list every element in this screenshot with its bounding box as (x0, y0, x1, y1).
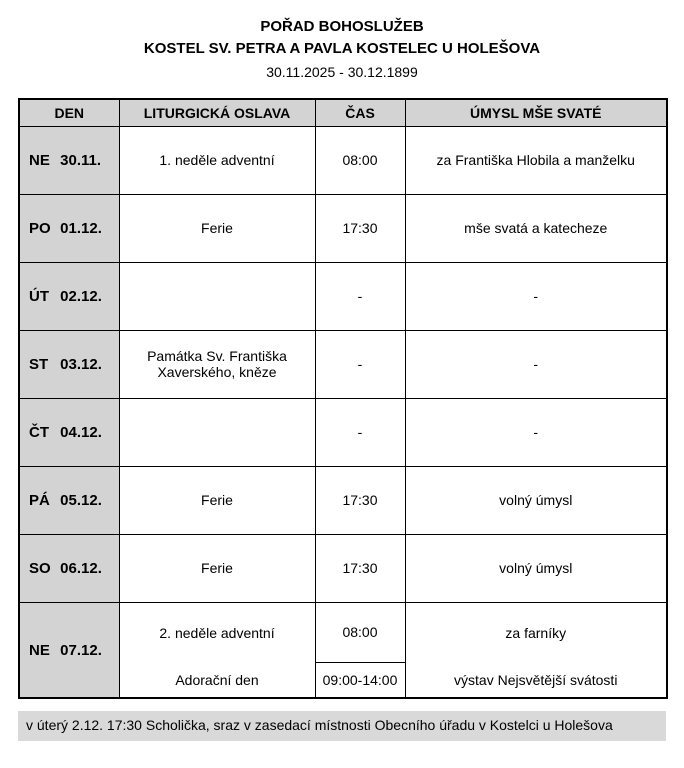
day-date: 01.12. (60, 219, 102, 237)
intention-cell: - (405, 330, 667, 398)
table-row (19, 126, 667, 194)
church-name: KOSTEL SV. PETRA A PAVLA KOSTELEC U HOLEŠOVA (143, 39, 541, 57)
table-row (19, 534, 667, 602)
table-row (19, 262, 667, 330)
day-abbrev: PÁ (29, 491, 50, 509)
intention-cell: volný úmysl (405, 534, 667, 602)
day-cell (19, 262, 119, 330)
celebration-cell (119, 262, 315, 330)
date-range: 30.11.2025 - 30.12.1899 (266, 63, 418, 80)
celebration-cell: 2. neděle adventní (119, 602, 315, 662)
day-date: 03.12. (60, 355, 102, 373)
document-header (18, 16, 666, 82)
intention-cell: za farníky (405, 602, 667, 662)
service-schedule-table (18, 98, 668, 700)
time-cell: 17:30 (315, 466, 405, 534)
day-abbrev: NE (29, 641, 50, 659)
footer-note: v úterý 2.12. 17:30 Scholička, sraz v zasedací místnosti Obecního úřadu v Kostelci u Holešova (18, 711, 666, 741)
celebration-cell: Památka Sv. Františka Xaverského, kněze (119, 330, 315, 398)
column-header-cas: ČAS (315, 99, 405, 127)
day-abbrev: SO (29, 559, 51, 577)
intention-cell: volný úmysl (405, 466, 667, 534)
time-cell: 17:30 (315, 534, 405, 602)
table-header (19, 99, 667, 127)
day-abbrev: ST (29, 355, 49, 373)
time-cell: - (315, 398, 405, 466)
celebration-cell: Adorační den (119, 662, 315, 698)
celebration-cell: Ferie (119, 466, 315, 534)
celebration-cell: Ferie (119, 194, 315, 262)
column-header-oslava: LITURGICKÁ OSLAVA (119, 99, 315, 127)
day-date: 05.12. (60, 491, 102, 509)
intention-cell: za Františka Hlobila a manželku (405, 126, 667, 194)
intention-cell: mše svatá a katecheze (405, 194, 667, 262)
day-abbrev: PO (29, 219, 51, 237)
day-cell (19, 398, 119, 466)
table-body (19, 126, 667, 698)
table-row (19, 330, 667, 398)
celebration-cell (119, 398, 315, 466)
page-title: POŘAD BOHOSLUŽEB (260, 18, 424, 35)
column-header-umysl: ÚMYSL MŠE SVATÉ (405, 99, 667, 127)
intention-cell: - (405, 262, 667, 330)
day-abbrev: ČT (29, 423, 49, 441)
day-cell (19, 330, 119, 398)
day-cell (19, 534, 119, 602)
intention-cell: výstav Nejsvětější svátosti (405, 662, 667, 698)
celebration-cell: Ferie (119, 534, 315, 602)
day-date: 02.12. (60, 287, 102, 305)
day-cell (19, 194, 119, 262)
day-cell (19, 466, 119, 534)
intention-cell: - (405, 398, 667, 466)
celebration-cell: 1. neděle adventní (119, 126, 315, 194)
day-date: 30.11. (60, 151, 102, 169)
day-cell (19, 602, 119, 698)
day-date: 04.12. (60, 423, 102, 441)
time-cell: 08:00 (315, 602, 405, 662)
header-row (19, 99, 667, 127)
time-cell: 09:00-14:00 (315, 662, 405, 698)
day-date: 06.12. (60, 559, 102, 577)
time-cell: 08:00 (315, 126, 405, 194)
day-abbrev: ÚT (29, 287, 49, 305)
table-row (19, 194, 667, 262)
column-header-den: DEN (19, 99, 119, 127)
time-cell: 17:30 (315, 194, 405, 262)
time-cell: - (315, 330, 405, 398)
table-row (19, 466, 667, 534)
day-cell (19, 126, 119, 194)
day-date: 07.12. (60, 641, 102, 659)
day-abbrev: NE (29, 151, 50, 169)
table-row (19, 602, 667, 662)
table-row (19, 398, 667, 466)
time-cell: - (315, 262, 405, 330)
